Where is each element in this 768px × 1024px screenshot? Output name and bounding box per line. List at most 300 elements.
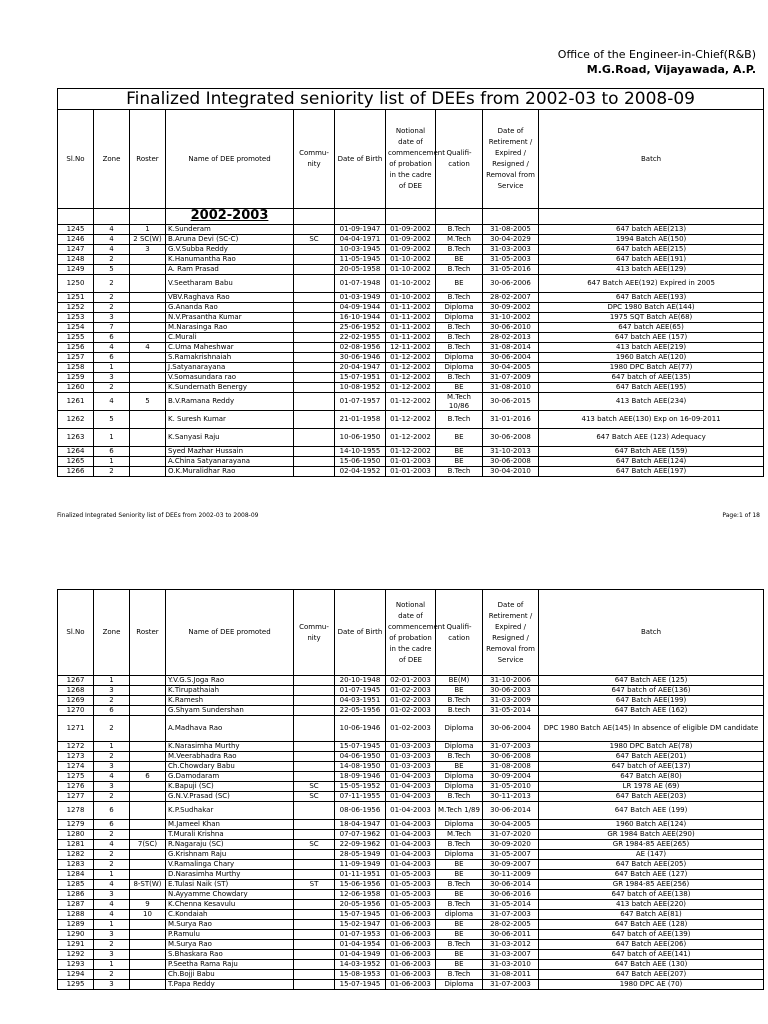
- cell-sl-no: 1270: [58, 706, 94, 716]
- cell-roster: [130, 752, 166, 762]
- cell-roster: [130, 383, 166, 393]
- cell-qualification: BE: [436, 930, 483, 940]
- cell-batch: 647 Batch AEE (199): [539, 802, 764, 820]
- cell-batch: 647 Batch AEE(201): [539, 752, 764, 762]
- cell-roster: [130, 716, 166, 742]
- cell-sl-no: 1277: [58, 792, 94, 802]
- column-header-retirement-date: Date of Retirement / Expired / Resigned / Removal from Service: [483, 590, 539, 676]
- cell-community: [294, 970, 335, 980]
- cell-retirement-date: 30-06-2008: [483, 457, 539, 467]
- cell-retirement-date: 30-09-2007: [483, 860, 539, 870]
- cell-community: SC: [294, 792, 335, 802]
- cell-roster: [130, 333, 166, 343]
- cell-roster: [130, 373, 166, 383]
- cell-name: K.Ramesh: [166, 696, 294, 706]
- cell-zone: 1: [94, 429, 130, 447]
- table-row: [58, 792, 764, 802]
- column-header-probation-date: Notional date of commencement of probation in the cadre of DEE: [386, 110, 436, 209]
- cell-qualification: BE: [436, 429, 483, 447]
- table-row: [58, 343, 764, 353]
- table-row: [58, 373, 764, 383]
- cell-sl-no: 1250: [58, 275, 94, 293]
- cell-sl-no: 1248: [58, 255, 94, 265]
- cell-qualification: B.Tech: [436, 411, 483, 429]
- cell-qualification: B.Tech: [436, 696, 483, 706]
- column-header-name: Name of DEE promoted: [166, 110, 294, 209]
- table-row: [58, 762, 764, 772]
- cell-probation-date: 01-06-2003: [386, 940, 436, 950]
- cell-roster: [130, 275, 166, 293]
- cell-probation-date: 01-06-2003: [386, 960, 436, 970]
- cell-batch: 647 batch of AEE(137): [539, 762, 764, 772]
- cell-batch: 647 Batch AEE(124): [539, 457, 764, 467]
- cell-name: P.Seetha Rama Raju: [166, 960, 294, 970]
- cell-name: G.Shyam Sundershan: [166, 706, 294, 716]
- cell-sl-no: 1262: [58, 411, 94, 429]
- cell-sl-no: 1289: [58, 920, 94, 930]
- cell-qualification: B.Tech: [436, 752, 483, 762]
- column-header-batch: Batch: [539, 110, 764, 209]
- cell-date-of-birth: 02-08-1956: [335, 343, 386, 353]
- cell-date-of-birth: 28-05-1949: [335, 850, 386, 860]
- cell-zone: 4: [94, 840, 130, 850]
- cell-probation-date: 01-09-2002: [386, 225, 436, 235]
- cell-retirement-date: 30-06-2014: [483, 802, 539, 820]
- table-row: [58, 910, 764, 920]
- cell-retirement-date: 30-06-2004: [483, 353, 539, 363]
- table-row: [58, 265, 764, 275]
- table-row: [58, 880, 764, 890]
- cell-retirement-date: 28-02-2013: [483, 333, 539, 343]
- cell-zone: 2: [94, 696, 130, 706]
- cell-date-of-birth: 20-05-1958: [335, 265, 386, 275]
- cell-name: V.Somasundara rao: [166, 373, 294, 383]
- cell-sl-no: 1292: [58, 950, 94, 960]
- cell-name: N.V.Prasantha Kumar: [166, 313, 294, 323]
- column-header-sl-no: Sl.No: [58, 590, 94, 676]
- cell-retirement-date: 31-03-2010: [483, 960, 539, 970]
- cell-zone: 1: [94, 676, 130, 686]
- seniority-table-page-1: [57, 88, 764, 477]
- seniority-table-page-2: [57, 589, 764, 990]
- cell-probation-date: 01-05-2003: [386, 890, 436, 900]
- cell-date-of-birth: 15-07-1945: [335, 742, 386, 752]
- cell-community: [294, 960, 335, 970]
- cell-community: [294, 716, 335, 742]
- cell-retirement-date: 30-06-2004: [483, 716, 539, 742]
- cell-probation-date: 01-12-2002: [386, 447, 436, 457]
- cell-name: O.K.Muralidhar Rao: [166, 467, 294, 477]
- cell-retirement-date: 30-04-2005: [483, 820, 539, 830]
- cell-batch: 1960 Batch AE(120): [539, 353, 764, 363]
- cell-date-of-birth: 10-03-1945: [335, 245, 386, 255]
- cell-name: K.P.Sudhakar: [166, 802, 294, 820]
- table-row: [58, 393, 764, 411]
- cell-sl-no: 1274: [58, 762, 94, 772]
- column-header-name: Name of DEE promoted: [166, 590, 294, 676]
- cell-probation-date: 01-12-2002: [386, 411, 436, 429]
- cell-sl-no: 1291: [58, 940, 94, 950]
- cell-qualification: BE: [436, 686, 483, 696]
- cell-batch: 647 Batch AEE(192) Expired in 2005: [539, 275, 764, 293]
- cell-batch: GR 1984 Batch AEE(290): [539, 830, 764, 840]
- cell-sl-no: 1252: [58, 303, 94, 313]
- cell-sl-no: 1247: [58, 245, 94, 255]
- cell-retirement-date: 28-02-2005: [483, 920, 539, 930]
- cell-roster: 1: [130, 225, 166, 235]
- table-row: [58, 860, 764, 870]
- cell-name: Y.V.G.S.Joga Rao: [166, 676, 294, 686]
- cell-probation-date: 12-11-2002: [386, 343, 436, 353]
- cell-zone: 3: [94, 686, 130, 696]
- office-header: [558, 47, 756, 77]
- cell-qualification: B.tech: [436, 706, 483, 716]
- cell-zone: 1: [94, 870, 130, 880]
- cell-retirement-date: 30-04-2005: [483, 363, 539, 373]
- cell-retirement-date: 31-08-2008: [483, 762, 539, 772]
- cell-probation-date: 01-01-2003: [386, 467, 436, 477]
- cell-probation-date: 01-03-2003: [386, 742, 436, 752]
- cell-name: M.Narasinga Rao: [166, 323, 294, 333]
- cell-name: E.Tulasi Naik (ST): [166, 880, 294, 890]
- cell-community: [294, 910, 335, 920]
- cell-sl-no: 1256: [58, 343, 94, 353]
- cell-roster: [130, 696, 166, 706]
- table-row: [58, 411, 764, 429]
- cell-batch: 413 batch AEE(219): [539, 343, 764, 353]
- cell-date-of-birth: 14-03-1952: [335, 960, 386, 970]
- cell-batch: 647 Batch AEE(206): [539, 940, 764, 950]
- column-header-date-of-birth: Date of Birth: [335, 590, 386, 676]
- cell-retirement-date: 30-06-2015: [483, 393, 539, 411]
- cell-batch: 1960 Batch AE(124): [539, 820, 764, 830]
- cell-roster: 3: [130, 245, 166, 255]
- cell-roster: 7(SC): [130, 840, 166, 850]
- office-line-1: Office of the Engineer-in-Chief(R&B): [557, 48, 756, 61]
- cell-qualification: M.Tech: [436, 830, 483, 840]
- cell-retirement-date: 31-08-2014: [483, 343, 539, 353]
- table-row: [58, 890, 764, 900]
- table-row: [58, 830, 764, 840]
- cell-probation-date: 01-12-2002: [386, 373, 436, 383]
- table-row: [58, 696, 764, 706]
- cell-probation-date: 01-05-2003: [386, 900, 436, 910]
- cell-probation-date: 01-06-2003: [386, 910, 436, 920]
- cell-qualification: BE: [436, 920, 483, 930]
- cell-batch: 647 Batch AEE (130): [539, 960, 764, 970]
- cell-date-of-birth: 15-07-1945: [335, 910, 386, 920]
- cell-community: [294, 802, 335, 820]
- cell-retirement-date: 31-03-2012: [483, 940, 539, 950]
- cell-probation-date: 01-03-2003: [386, 752, 436, 762]
- cell-qualification: B.Tech: [436, 940, 483, 950]
- cell-date-of-birth: 12-06-1958: [335, 890, 386, 900]
- cell-qualification: Diploma: [436, 820, 483, 830]
- cell-probation-date: 01-02-2003: [386, 696, 436, 706]
- cell-zone: 6: [94, 333, 130, 343]
- cell-zone: 4: [94, 393, 130, 411]
- cell-date-of-birth: 11-05-1945: [335, 255, 386, 265]
- cell-probation-date: 01-12-2002: [386, 383, 436, 393]
- cell-retirement-date: 30-04-2010: [483, 467, 539, 477]
- table-row: [58, 447, 764, 457]
- cell-retirement-date: 30-06-2008: [483, 752, 539, 762]
- cell-batch: 647 Batch AEE(205): [539, 860, 764, 870]
- cell-date-of-birth: 08-06-1956: [335, 802, 386, 820]
- cell-date-of-birth: 18-09-1946: [335, 772, 386, 782]
- footer-left: Finalized Integrated Seniority list of DEEs from 2002-03 to 2008-09: [57, 512, 259, 519]
- cell-probation-date: 01-12-2002: [386, 393, 436, 411]
- cell-probation-date: 01-02-2003: [386, 716, 436, 742]
- cell-zone: 2: [94, 275, 130, 293]
- cell-qualification: B.Tech: [436, 225, 483, 235]
- cell-name: G.V.Subba Reddy: [166, 245, 294, 255]
- cell-batch: 647 batch AEE(191): [539, 255, 764, 265]
- column-header-retirement-date: Date of Retirement / Expired / Resigned / Removal from Service: [483, 110, 539, 209]
- column-header-date-of-birth: Date of Birth: [335, 110, 386, 209]
- cell-community: [294, 900, 335, 910]
- cell-community: [294, 930, 335, 940]
- cell-batch: 647 Batch AEE(199): [539, 696, 764, 706]
- cell-batch: 647 batch AEE(213): [539, 225, 764, 235]
- cell-date-of-birth: 25-06-1952: [335, 323, 386, 333]
- cell-batch: 647 Batch AEE (159): [539, 447, 764, 457]
- cell-community: [294, 363, 335, 373]
- cell-batch: 647 batch AEE (157): [539, 333, 764, 343]
- table-row: [58, 467, 764, 477]
- cell-qualification: B.Tech: [436, 840, 483, 850]
- cell-zone: 7: [94, 323, 130, 333]
- cell-community: [294, 696, 335, 706]
- cell-retirement-date: 31-01-2016: [483, 411, 539, 429]
- cell-probation-date: 01-04-2003: [386, 772, 436, 782]
- cell-roster: [130, 860, 166, 870]
- cell-date-of-birth: 16-10-1944: [335, 313, 386, 323]
- cell-qualification: Diploma: [436, 980, 483, 990]
- cell-name: J.Satyanarayana: [166, 363, 294, 373]
- cell-qualification: BE: [436, 960, 483, 970]
- cell-date-of-birth: 04-03-1951: [335, 696, 386, 706]
- column-header-batch: Batch: [539, 590, 764, 676]
- cell-qualification: BE: [436, 762, 483, 772]
- cell-date-of-birth: 01-09-1947: [335, 225, 386, 235]
- cell-qualification: BE: [436, 950, 483, 960]
- cell-probation-date: 01-05-2003: [386, 870, 436, 880]
- cell-batch: 647 Batch AEE(195): [539, 383, 764, 393]
- cell-retirement-date: 30-06-2014: [483, 880, 539, 890]
- cell-zone: 2: [94, 830, 130, 840]
- cell-community: [294, 676, 335, 686]
- cell-roster: [130, 293, 166, 303]
- cell-date-of-birth: 07-11-1955: [335, 792, 386, 802]
- cell-name: M.Veerabhadra Rao: [166, 752, 294, 762]
- cell-probation-date: 01-12-2002: [386, 363, 436, 373]
- cell-zone: 1: [94, 960, 130, 970]
- cell-batch: 647 Batch AEE(193): [539, 293, 764, 303]
- cell-sl-no: 1282: [58, 850, 94, 860]
- cell-zone: 2: [94, 940, 130, 950]
- cell-roster: [130, 890, 166, 900]
- cell-retirement-date: 31-07-2003: [483, 910, 539, 920]
- table-row: [58, 870, 764, 880]
- cell-date-of-birth: 22-02-1955: [335, 333, 386, 343]
- cell-qualification: B.Tech: [436, 323, 483, 333]
- cell-sl-no: 1254: [58, 323, 94, 333]
- cell-qualification: B.Tech: [436, 970, 483, 980]
- cell-date-of-birth: 01-04-1954: [335, 940, 386, 950]
- cell-zone: 1: [94, 742, 130, 752]
- cell-name: V.Seetharam Babu: [166, 275, 294, 293]
- cell-retirement-date: 30-06-2006: [483, 275, 539, 293]
- cell-retirement-date: 30-09-2004: [483, 772, 539, 782]
- cell-probation-date: 01-06-2003: [386, 950, 436, 960]
- cell-community: [294, 313, 335, 323]
- cell-community: [294, 411, 335, 429]
- cell-zone: 6: [94, 820, 130, 830]
- cell-retirement-date: 31-05-2003: [483, 255, 539, 265]
- cell-qualification: Diploma: [436, 772, 483, 782]
- cell-roster: [130, 960, 166, 970]
- cell-retirement-date: 30-06-2008: [483, 429, 539, 447]
- cell-community: [294, 303, 335, 313]
- cell-zone: 3: [94, 373, 130, 383]
- cell-name: M.Surya Rao: [166, 920, 294, 930]
- cell-date-of-birth: 15-02-1947: [335, 920, 386, 930]
- cell-name: D.Narasimha Murthy: [166, 870, 294, 880]
- cell-qualification: B.Tech: [436, 880, 483, 890]
- cell-qualification: B.Tech: [436, 343, 483, 353]
- cell-date-of-birth: 30-06-1946: [335, 353, 386, 363]
- cell-sl-no: 1260: [58, 383, 94, 393]
- cell-probation-date: 01-04-2003: [386, 840, 436, 850]
- cell-batch: DPC 1980 Batch AE(145) In absence of eligible DM candidate: [539, 716, 764, 742]
- cell-date-of-birth: 11-09-1949: [335, 860, 386, 870]
- cell-batch: 1994 Batch AE(150): [539, 235, 764, 245]
- cell-community: [294, 323, 335, 333]
- cell-name: S.Bhaskara Rao: [166, 950, 294, 960]
- cell-community: [294, 706, 335, 716]
- cell-retirement-date: 31-07-2003: [483, 742, 539, 752]
- cell-qualification: M.Tech 1/89: [436, 802, 483, 820]
- table-row: [58, 742, 764, 752]
- cell-probation-date: 01-01-2003: [386, 457, 436, 467]
- cell-retirement-date: 30-06-2016: [483, 890, 539, 900]
- table-header-row: [58, 110, 764, 209]
- cell-community: [294, 762, 335, 772]
- cell-zone: 2: [94, 293, 130, 303]
- cell-sl-no: 1295: [58, 980, 94, 990]
- cell-zone: 2: [94, 383, 130, 393]
- cell-community: [294, 255, 335, 265]
- cell-retirement-date: 31-08-2010: [483, 383, 539, 393]
- cell-roster: [130, 802, 166, 820]
- cell-sl-no: 1271: [58, 716, 94, 742]
- cell-qualification: B.Tech: [436, 333, 483, 343]
- cell-probation-date: 01-11-2002: [386, 303, 436, 313]
- table-row: [58, 950, 764, 960]
- table-row: [58, 850, 764, 860]
- cell-name: T.Murali Krishna: [166, 830, 294, 840]
- cell-batch: 647 Batch AEE(203): [539, 792, 764, 802]
- cell-roster: [130, 363, 166, 373]
- cell-probation-date: 01-04-2003: [386, 860, 436, 870]
- cell-name: K.Narasimha Murthy: [166, 742, 294, 752]
- cell-retirement-date: 28-02-2007: [483, 293, 539, 303]
- cell-qualification: BE: [436, 275, 483, 293]
- cell-retirement-date: 30-11-2009: [483, 870, 539, 880]
- cell-sl-no: 1246: [58, 235, 94, 245]
- cell-zone: 2: [94, 860, 130, 870]
- cell-zone: 3: [94, 313, 130, 323]
- cell-community: [294, 293, 335, 303]
- cell-sl-no: 1293: [58, 960, 94, 970]
- office-line-2: M.G.Road, Vijayawada, A.P.: [586, 63, 756, 76]
- cell-retirement-date: 30-11-2013: [483, 792, 539, 802]
- table-row: [58, 930, 764, 940]
- cell-zone: 6: [94, 353, 130, 363]
- cell-date-of-birth: 01-03-1949: [335, 293, 386, 303]
- cell-batch: 413 batch AEE(130) Exp on 16-09-2011: [539, 411, 764, 429]
- cell-batch: 647 Batch AE(81): [539, 910, 764, 920]
- cell-sl-no: 1259: [58, 373, 94, 383]
- cell-retirement-date: 31-07-2009: [483, 373, 539, 383]
- cell-retirement-date: 31-03-2009: [483, 696, 539, 706]
- cell-date-of-birth: 02-04-1952: [335, 467, 386, 477]
- cell-retirement-date: 31-07-2003: [483, 980, 539, 990]
- cell-date-of-birth: 01-11-1951: [335, 870, 386, 880]
- cell-roster: [130, 303, 166, 313]
- cell-name: N.Ayyamme Chowdary: [166, 890, 294, 900]
- cell-qualification: BE: [436, 447, 483, 457]
- cell-batch: GR 1984-85 AEE(256): [539, 880, 764, 890]
- cell-date-of-birth: 22-09-1962: [335, 840, 386, 850]
- table-row: [58, 716, 764, 742]
- cell-retirement-date: 30-09-2020: [483, 840, 539, 850]
- cell-community: [294, 870, 335, 880]
- cell-sl-no: 1255: [58, 333, 94, 343]
- cell-roster: [130, 353, 166, 363]
- cell-community: SC: [294, 235, 335, 245]
- cell-probation-date: 01-12-2002: [386, 353, 436, 363]
- cell-roster: [130, 970, 166, 980]
- cell-name: Syed Mazhar Hussain: [166, 447, 294, 457]
- cell-zone: 2: [94, 970, 130, 980]
- cell-batch: 647 Batch AE(80): [539, 772, 764, 782]
- cell-retirement-date: 31-03-2003: [483, 245, 539, 255]
- cell-name: T.Papa Reddy: [166, 980, 294, 990]
- cell-community: [294, 467, 335, 477]
- cell-zone: 4: [94, 772, 130, 782]
- cell-retirement-date: 30-04-2029: [483, 235, 539, 245]
- cell-name: M.Jameel Khan: [166, 820, 294, 830]
- cell-name: K.Tirupathaiah: [166, 686, 294, 696]
- cell-date-of-birth: 01-07-1957: [335, 393, 386, 411]
- cell-probation-date: 01-04-2003: [386, 850, 436, 860]
- cell-name: G.Damodaram: [166, 772, 294, 782]
- cell-sl-no: 1284: [58, 870, 94, 880]
- cell-roster: [130, 850, 166, 860]
- cell-sl-no: 1267: [58, 676, 94, 686]
- cell-sl-no: 1290: [58, 930, 94, 940]
- table-row: [58, 960, 764, 970]
- cell-qualification: B.Tech: [436, 467, 483, 477]
- cell-zone: 3: [94, 930, 130, 940]
- table-row: [58, 840, 764, 850]
- cell-retirement-date: 31-10-2013: [483, 447, 539, 457]
- cell-batch: 1980 DPC AE (70): [539, 980, 764, 990]
- cell-community: [294, 950, 335, 960]
- cell-zone: 1: [94, 920, 130, 930]
